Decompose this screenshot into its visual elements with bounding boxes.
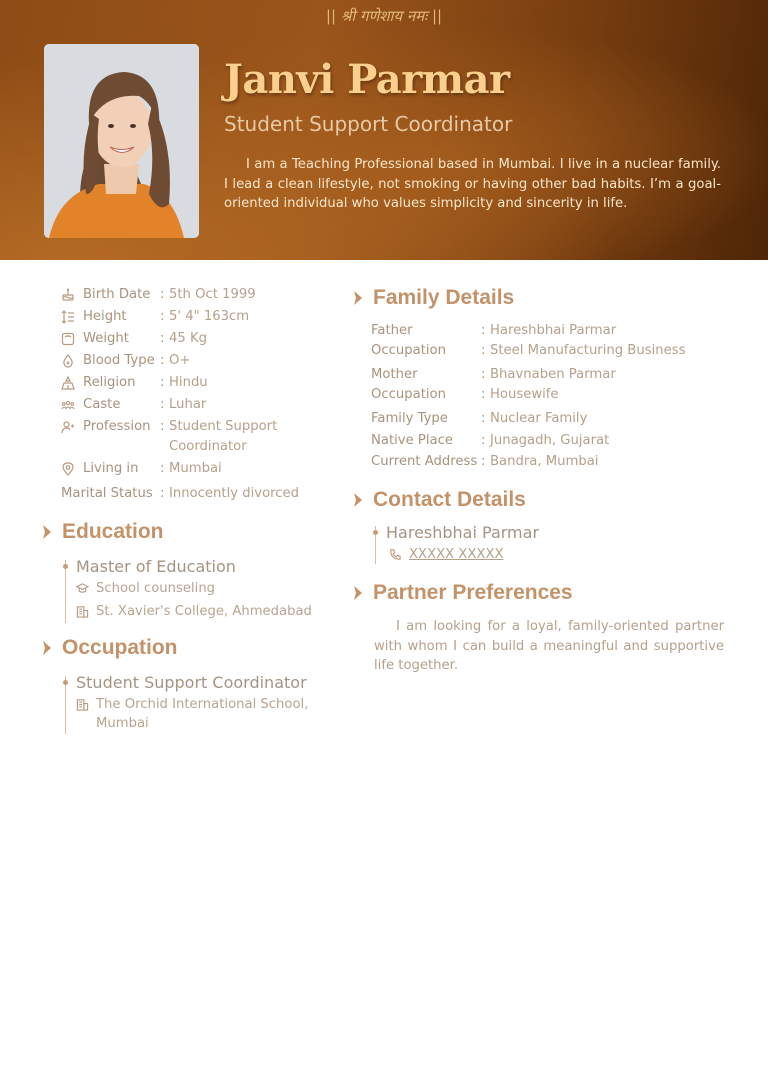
detail-row-height: Height : 5' 4" 163cm	[61, 307, 331, 327]
profile-title: Student Support Coordinator	[224, 112, 513, 136]
profile-header	[0, 0, 768, 260]
contact-name: Hareshbhai Parmar	[386, 523, 540, 542]
detail-label: Religion	[83, 375, 136, 390]
profile-name: Janvi Parmar	[224, 56, 510, 103]
building-icon	[76, 605, 89, 618]
detail-value: 45 Kg	[169, 331, 207, 346]
building-icon	[76, 698, 89, 711]
family-row: Native Place : Junagadh, Gujarat	[371, 432, 610, 448]
detail-label: Profession	[83, 419, 151, 434]
weight-scale-icon	[61, 329, 83, 349]
detail-label: Weight	[83, 331, 129, 346]
arrow-marker-icon	[352, 290, 364, 306]
detail-value: 5' 4" 163cm	[169, 309, 250, 324]
timeline-dot-icon	[63, 680, 68, 685]
family-row: Father : Hareshbhai Parmar	[371, 323, 617, 338]
arrow-marker-icon	[352, 585, 364, 601]
detail-label: Height	[83, 309, 127, 324]
detail-row-blood-type: Blood Type : O+	[61, 351, 331, 371]
contact-phone-row	[386, 545, 539, 564]
partner-heading: Partner Preferences	[352, 581, 573, 605]
family-row: Current Address : Bandra, Mumbai	[371, 454, 599, 469]
detail-value: O+	[169, 353, 191, 368]
detail-value: Innocently divorced	[169, 486, 300, 501]
community-icon	[61, 395, 83, 415]
personal-details	[61, 285, 331, 506]
family-row: Mother : Bhavnaben Parmar	[371, 367, 616, 382]
phone-number-link[interactable]: XXXXX XXXXX	[409, 547, 504, 562]
arrow-marker-icon	[41, 640, 53, 656]
role-title: Student Support Coordinator	[76, 673, 307, 692]
contact-entry	[386, 523, 539, 564]
location-pin-icon	[61, 459, 83, 479]
detail-label: Birth Date	[83, 287, 151, 302]
blood-drop-icon	[61, 351, 83, 371]
family-row: Occupation : Steel Manufacturing Business	[371, 342, 686, 358]
phone-icon	[389, 548, 402, 561]
detail-row-marital-status: Marital Status : Innocently divorced	[61, 484, 331, 504]
height-icon	[61, 307, 83, 327]
detail-label: Marital Status	[61, 486, 153, 501]
partner-preferences-text: I am looking for a loyal, family-oriented partner with whom I can build a meaningful and supportive life together.	[374, 619, 724, 673]
detail-row-profession: Profession : Student Support Coordinator	[61, 417, 331, 457]
detail-row-religion: Religion : Hindu	[61, 373, 331, 393]
cake-icon	[61, 285, 83, 305]
timeline-dot-icon	[63, 564, 68, 569]
graduation-cap-icon	[76, 582, 89, 595]
family-row: Occupation : Housewife	[371, 386, 559, 402]
detail-value: Hindu	[169, 375, 208, 390]
detail-value: 5th Oct 1999	[169, 287, 256, 302]
family-details	[371, 321, 731, 472]
arrow-marker-icon	[41, 524, 53, 540]
profession-icon	[61, 417, 83, 457]
detail-value: Luhar	[169, 397, 207, 412]
family-row: Family Type : Nuclear Family	[371, 411, 588, 426]
institution: St. Xavier's College, Ahmedabad	[76, 602, 312, 621]
invocation-text: || श्री गणेशाय नमः ||	[325, 7, 443, 25]
employer: The Orchid International School, Mumbai	[76, 695, 316, 733]
education-heading: Education	[41, 520, 164, 544]
detail-label: Caste	[83, 397, 121, 412]
education-timeline	[65, 560, 66, 623]
detail-row-living-in: Living in : Mumbai	[61, 459, 331, 479]
detail-value: Mumbai	[169, 461, 222, 476]
detail-row-caste: Caste : Luhar	[61, 395, 331, 415]
arrow-marker-icon	[352, 492, 364, 508]
detail-value: Student Support Coordinator	[169, 419, 278, 454]
family-heading: Family Details	[352, 286, 514, 310]
profile-photo	[44, 44, 199, 238]
timeline-dot-icon	[373, 530, 378, 535]
occupation-heading: Occupation	[41, 636, 178, 660]
detail-label: Living in	[83, 461, 139, 476]
detail-label: Blood Type	[83, 353, 155, 368]
about-text: I am a Teaching Professional based in Mumbai. I live in a nuclear family. I lead a clean lifestyle, not smoking or having other bad habits. I’m a goal-oriented individual who values simplicity and sincerity in life.	[224, 157, 721, 211]
religion-icon	[61, 373, 83, 393]
occupation-entry	[76, 673, 316, 733]
contact-heading: Contact Details	[352, 488, 526, 512]
detail-row-weight: Weight : 45 Kg	[61, 329, 331, 349]
degree-title: Master of Education	[76, 557, 236, 576]
education-entry	[76, 557, 312, 621]
detail-row-birth-date: Birth Date : 5th Oct 1999	[61, 285, 331, 305]
field-of-study: School counseling	[76, 579, 312, 598]
